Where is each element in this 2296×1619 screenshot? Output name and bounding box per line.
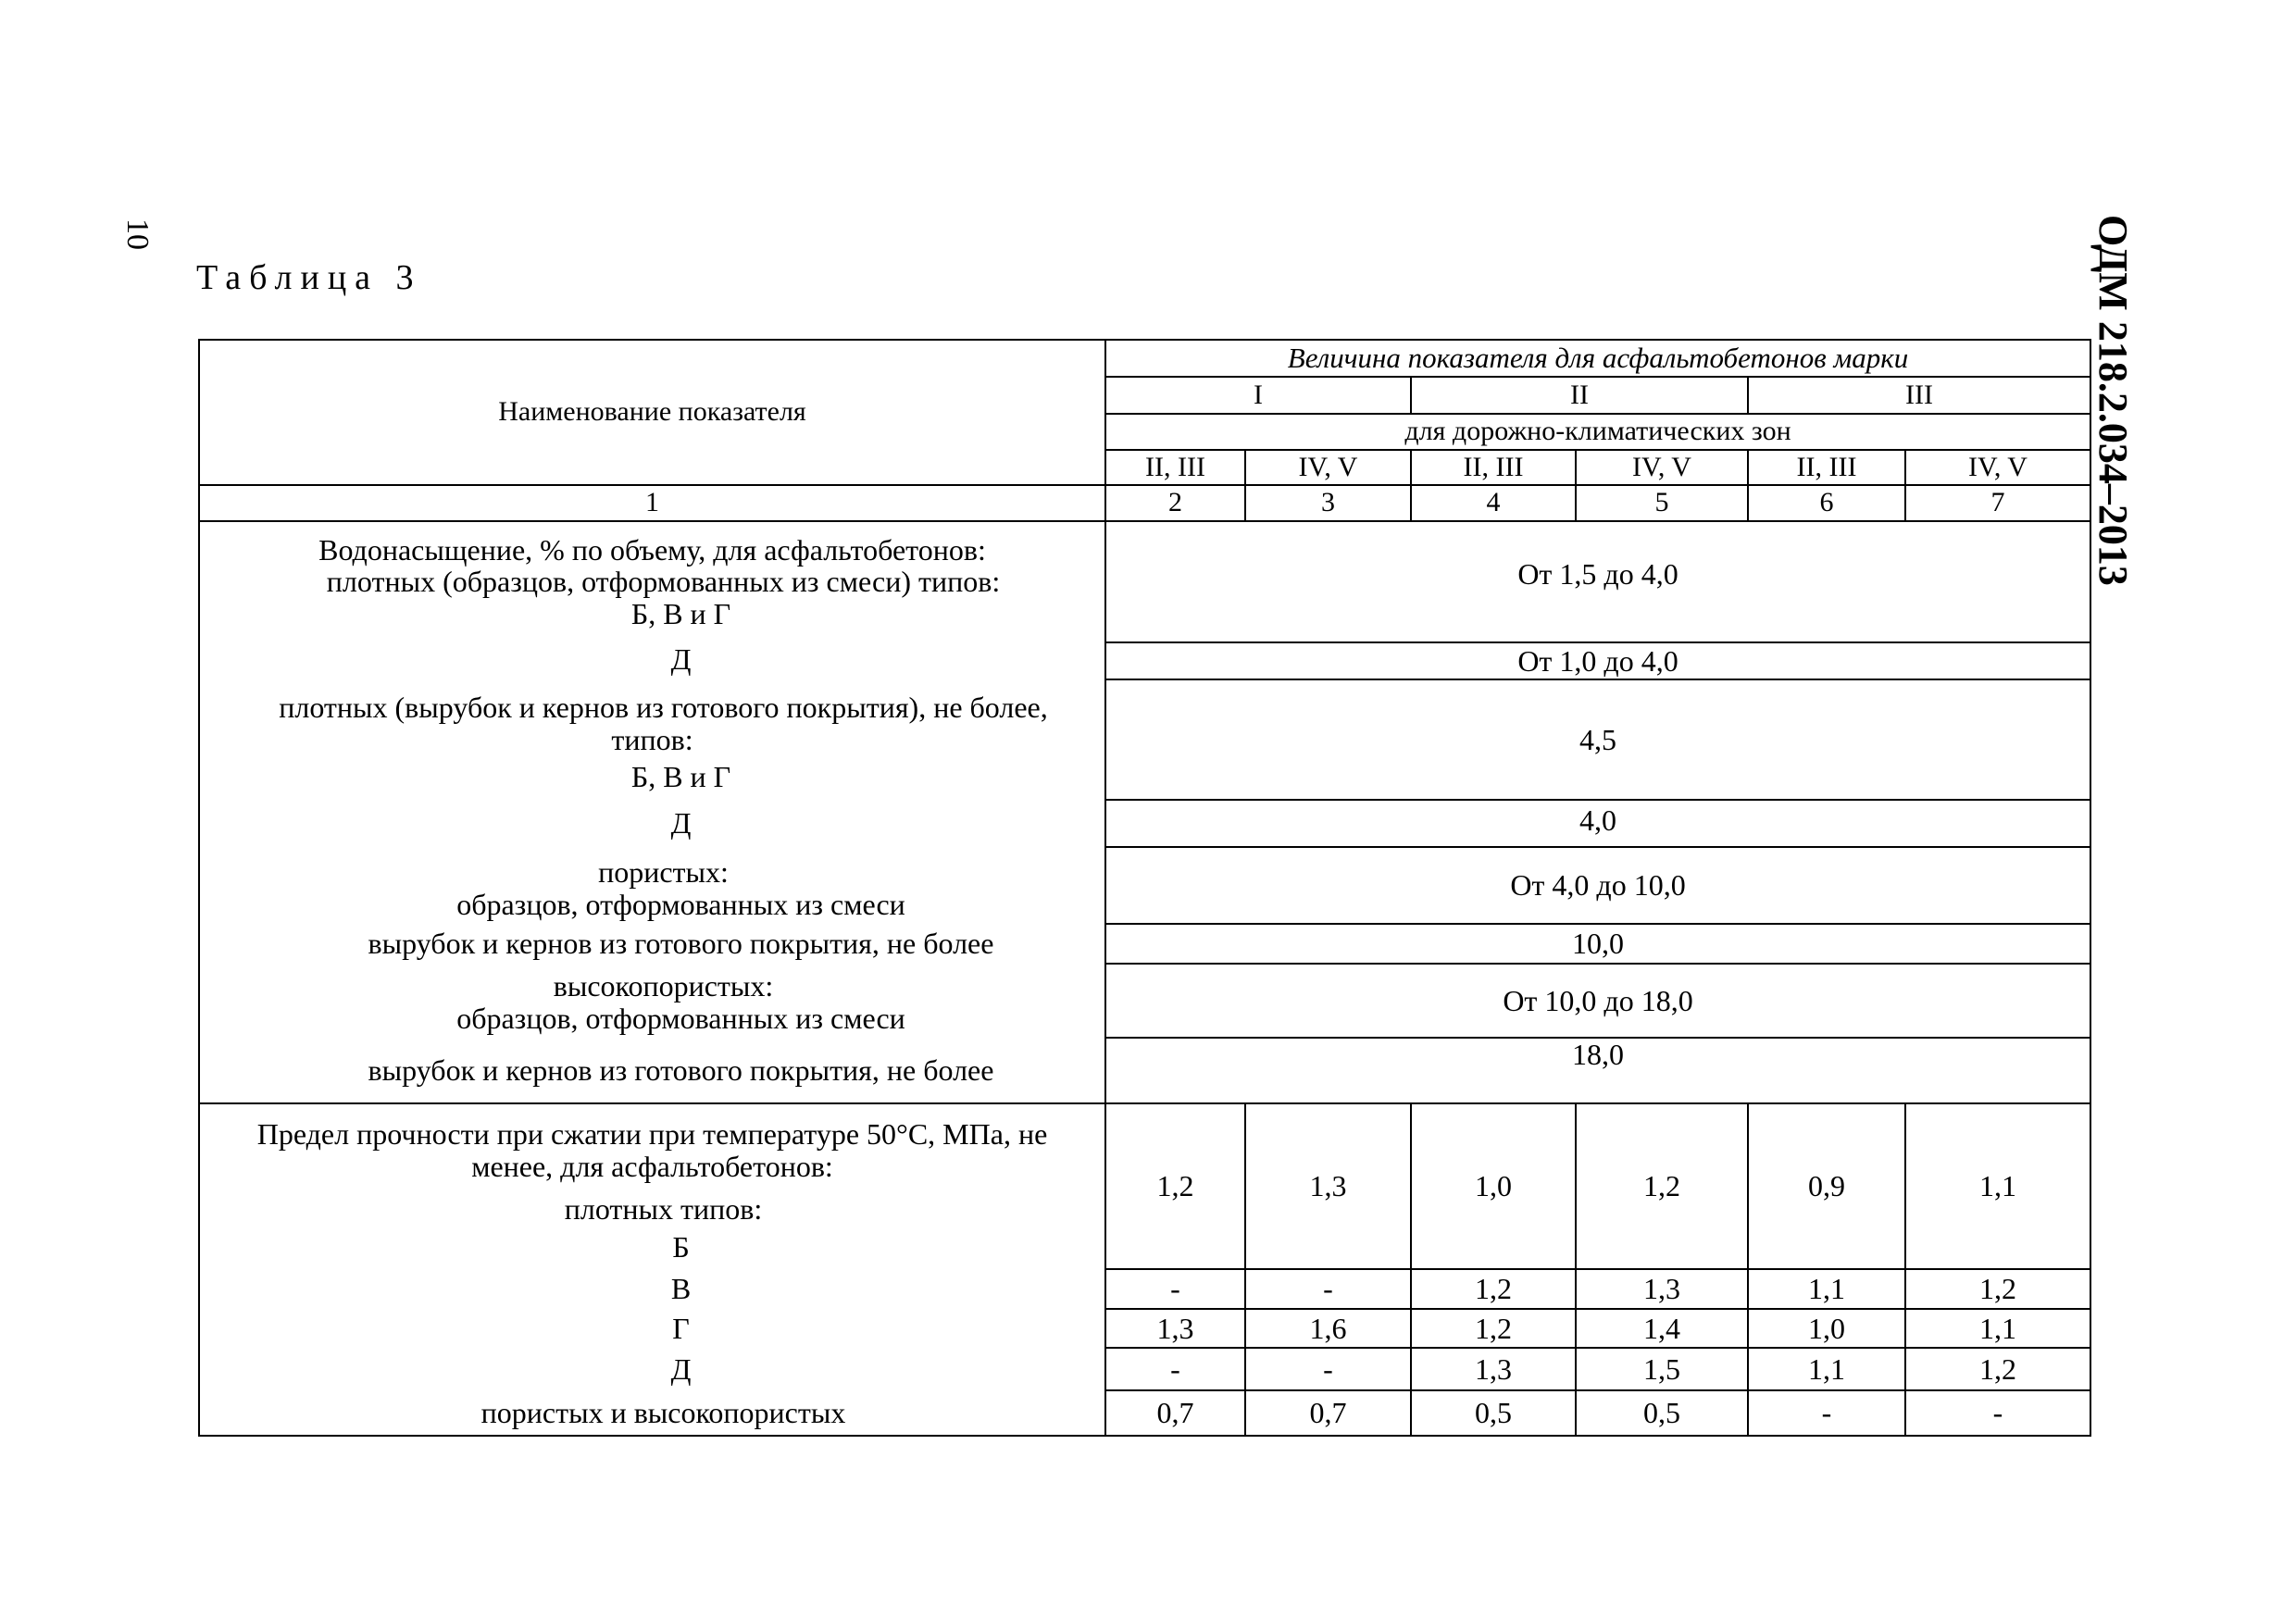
strength-value: 1,1 xyxy=(1905,1103,2090,1270)
strength-value: - xyxy=(1245,1269,1411,1308)
porous-samples-value: От 4,0 до 10,0 xyxy=(1105,847,2090,925)
water-saturation-title: Водонасыщение, % по объему, для асфальтобетонов: xyxy=(318,532,986,567)
porous-cores-row xyxy=(199,924,1105,963)
dense-samples-d-row xyxy=(199,642,1105,679)
strength-value: - xyxy=(1905,1390,2090,1436)
strength-type-v-row xyxy=(199,1269,1105,1308)
header-zone: IV, V xyxy=(1905,450,2090,485)
strength-value: 1,2 xyxy=(1905,1269,2090,1308)
strength-value: 1,1 xyxy=(1905,1309,2090,1348)
strength-row-label: Д xyxy=(670,1351,692,1386)
strength-value: 0,7 xyxy=(1245,1390,1411,1436)
strength-type-g-row xyxy=(199,1309,1105,1348)
column-number: 6 xyxy=(1748,485,1905,520)
header-zone: II, III xyxy=(1748,450,1905,485)
column-number: 2 xyxy=(1105,485,1245,520)
type-d-label: Д xyxy=(670,806,692,841)
column-number: 7 xyxy=(1905,485,2090,520)
strength-row-label: В xyxy=(670,1272,692,1306)
dense-types-label: плотных типов: xyxy=(564,1192,763,1227)
dense-cores-d-value: 4,0 xyxy=(1105,800,2090,846)
porous-cores-label: вырубок и кернов из готового покрытия, не более xyxy=(368,927,994,961)
strength-value: 1,1 xyxy=(1748,1348,1905,1390)
high-porous-samples-row xyxy=(199,964,1105,1039)
strength-value: 1,0 xyxy=(1748,1309,1905,1348)
water-saturation-dense-samples-bvg xyxy=(199,521,1105,642)
column-number: 5 xyxy=(1576,485,1748,520)
strength-value: 1,2 xyxy=(1576,1103,1748,1270)
type-bvg-label: Б, В и Г xyxy=(630,596,731,630)
strength-value: 0,9 xyxy=(1748,1103,1905,1270)
dense-samples-label: плотных (образцов, отформованных из смеси) типов: xyxy=(326,565,1001,599)
page-number: 10 xyxy=(120,218,155,250)
high-porous-cores-row xyxy=(199,1038,1105,1103)
header-value-title: Величина показателя для асфальтобетонов марки xyxy=(1105,340,2090,377)
header-indicator-name: Наименование показателя xyxy=(199,340,1105,485)
strength-value: - xyxy=(1105,1348,1245,1390)
dense-cores-label: плотных (вырубок и кернов из готового покрытия), не более, xyxy=(279,691,1048,725)
strength-value: 1,2 xyxy=(1411,1309,1576,1348)
dense-cores-label-cont: типов: xyxy=(611,722,693,756)
column-number: 4 xyxy=(1411,485,1576,520)
dense-cores-d-row xyxy=(199,800,1105,846)
document-code: ОДМ 218.2.034–2013 xyxy=(2090,215,2136,586)
strength-value: 1,3 xyxy=(1105,1309,1245,1348)
strength-value: 1,4 xyxy=(1576,1309,1748,1348)
header-zone: II, III xyxy=(1411,450,1576,485)
strength-value: - xyxy=(1105,1269,1245,1308)
porous-cores-value: 10,0 xyxy=(1105,924,2090,963)
column-number: 3 xyxy=(1245,485,1411,520)
strength-value: 1,3 xyxy=(1245,1103,1411,1270)
strength-row-label: Б xyxy=(672,1229,690,1264)
strength-value: 1,3 xyxy=(1576,1269,1748,1308)
column-number: 1 xyxy=(199,485,1105,520)
porous-label: пористых: xyxy=(598,855,729,890)
header-zone: IV, V xyxy=(1245,450,1411,485)
header-zone: IV, V xyxy=(1576,450,1748,485)
type-bvg-label: Б, В и Г xyxy=(630,760,731,794)
strength-value: 1,2 xyxy=(1411,1269,1576,1308)
strength-porous-row xyxy=(199,1390,1105,1436)
dense-cores-bvg-row xyxy=(199,679,1105,800)
header-zones-title: для дорожно-климатических зон xyxy=(1105,414,2090,450)
strength-value: 1,3 xyxy=(1411,1348,1576,1390)
strength-row-label: Г xyxy=(672,1311,690,1345)
header-grade-2: II xyxy=(1411,377,1748,413)
strength-type-d-row xyxy=(199,1348,1105,1390)
header-zone: II, III xyxy=(1105,450,1245,485)
header-grade-1: I xyxy=(1105,377,1411,413)
strength-title-cont: менее, для асфальтобетонов: xyxy=(471,1149,833,1183)
strength-value: 1,1 xyxy=(1748,1269,1905,1308)
strength-value: 1,2 xyxy=(1105,1103,1245,1270)
strength-row-label: пористых и высокопористых xyxy=(480,1395,846,1429)
strength-value: 1,6 xyxy=(1245,1309,1411,1348)
dense-samples-bvg-value: От 1,5 до 4,0 xyxy=(1105,521,2090,642)
strength-value: 0,5 xyxy=(1411,1390,1576,1436)
porous-samples-row xyxy=(199,847,1105,925)
high-porous-label: высокопористых: xyxy=(553,969,774,1003)
porous-samples-label: образцов, отформованных из смеси xyxy=(456,887,905,921)
header-grade-3: III xyxy=(1748,377,2090,413)
high-porous-samples-value: От 10,0 до 18,0 xyxy=(1105,964,2090,1039)
strength-value: 0,5 xyxy=(1576,1390,1748,1436)
strength-value: - xyxy=(1748,1390,1905,1436)
high-porous-cores-value: 18,0 xyxy=(1105,1038,2090,1103)
strength-value: - xyxy=(1245,1348,1411,1390)
strength-value: 1,5 xyxy=(1576,1348,1748,1390)
strength-value: 1,0 xyxy=(1411,1103,1576,1270)
strength-type-b-row xyxy=(199,1103,1105,1270)
type-d-label: Д xyxy=(670,642,692,677)
high-porous-samples-label: образцов, отформованных из смеси xyxy=(456,1001,905,1035)
strength-title: Предел прочности при сжатии при температуре 50°С, МПа, не xyxy=(256,1117,1048,1152)
high-porous-cores-label: вырубок и кернов из готового покрытия, не более xyxy=(368,1052,994,1087)
strength-value: 0,7 xyxy=(1105,1390,1245,1436)
strength-value: 1,2 xyxy=(1905,1348,2090,1390)
dense-cores-bvg-value: 4,5 xyxy=(1105,679,2090,800)
indicator-table xyxy=(198,339,2091,1437)
dense-samples-d-value: От 1,0 до 4,0 xyxy=(1105,642,2090,679)
table-caption: Таблица 3 xyxy=(196,258,422,297)
